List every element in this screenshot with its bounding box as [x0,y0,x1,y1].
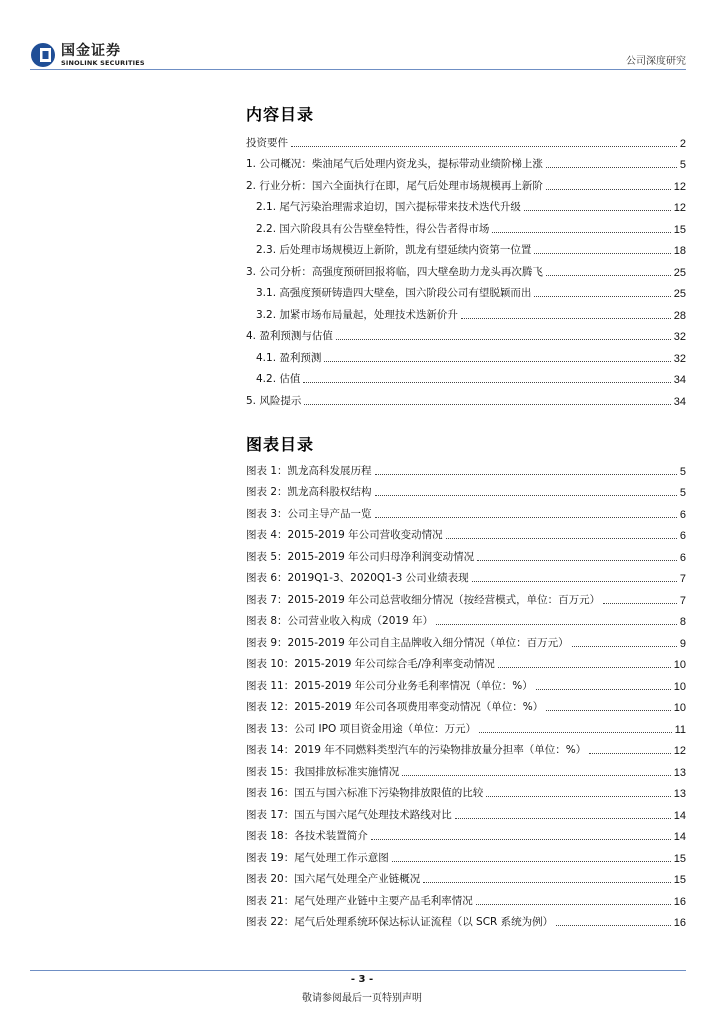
toc-entry-label: 4. 盈利预测与估值 [246,330,333,342]
toc-entry-page: 6 [679,551,686,564]
toc-entry-page: 16 [673,895,686,908]
toc-entry-label: 图表 1：凯龙高科发展历程 [246,464,372,477]
toc-dot-leader [461,318,671,319]
contents-entry[interactable] [246,238,686,260]
toc-entry-label: 图表 7：2015-2019 年公司总营收细分情况（按经营模式，单位：百万元） [246,593,601,606]
toc-entry-page: 5 [679,159,686,171]
figures-entry[interactable] [246,845,686,867]
toc-dot-leader [392,861,671,862]
toc-entry-label: 5. 风险提示 [246,394,302,407]
toc-entry-page: 32 [673,352,686,365]
toc-entry-label: 图表 8：公司营业收入构成（2019 年） [246,615,434,627]
figures-entry[interactable] [246,480,686,502]
toc-dot-leader [556,925,671,926]
contents-entry[interactable] [246,195,686,217]
toc-entry-page: 12 [673,745,686,757]
toc-entry-label: 图表 20：国六尾气处理全产业链概况 [246,873,421,885]
toc-entry-label: 图表 21：尾气处理产业链中主要产品毛利率情况 [246,894,473,907]
figures-entry[interactable] [246,695,686,717]
figures-entry[interactable] [246,824,686,846]
toc-entry-label: 图表 17：国五与国六尾气处理技术路线对比 [246,808,452,821]
figures-list [246,458,686,931]
toc-entry-label: 3.1. 高强度预研铸造四大壁垒，国六阶段公司有望脱颖而出 [256,287,532,299]
logo-chinese-name: 国金证券 [61,42,121,59]
contents-list [246,130,686,410]
contents-entry[interactable] [246,388,686,410]
toc-entry-page: 15 [673,223,686,236]
toc-dot-leader [477,560,677,561]
toc-dot-leader [486,796,671,797]
toc-dot-leader [534,296,670,297]
toc-dot-leader [589,753,671,754]
figures-entry[interactable] [246,458,686,480]
toc-entry-page: 25 [673,288,686,300]
toc-entry-label: 图表 22：尾气后处理系统环保达标认证流程（以 SCR 系统为例） [246,916,554,928]
contents-entry[interactable] [246,216,686,238]
toc-dot-leader [572,646,677,647]
toc-entry-label: 图表 5：2015-2019 年公司归母净利润变动情况 [246,550,475,563]
toc-entry-label: 图表 11：2015-2019 年公司分业务毛利率情况（单位：%） [246,679,533,692]
toc-entry-label: 2.1. 尾气污染治理需求迫切，国六提标带来技术迭代升级 [256,201,521,213]
toc-entry-label: 图表 9：2015-2019 年公司自主品牌收入细分情况（单位：百万元） [246,636,569,649]
disclaimer: 敬请参阅最后一页特别声明 [302,993,422,1004]
toc-dot-leader [402,775,671,776]
toc-entry-page: 14 [673,809,686,822]
figures-entry[interactable] [246,566,686,588]
contents-entry[interactable] [246,130,686,152]
toc-entry-label: 4.2. 估值 [256,373,301,385]
toc-dot-leader [324,361,670,362]
toc-dot-leader [303,382,670,383]
toc-dot-leader [455,818,671,819]
toc-entry-page: 7 [679,573,686,585]
toc-entry-page: 28 [673,309,686,322]
contents-entry[interactable] [246,302,686,324]
figures-entry[interactable] [246,910,686,932]
toc-dot-leader [498,667,671,668]
figures-entry[interactable] [246,867,686,889]
contents-entry[interactable] [246,173,686,195]
toc-dot-leader [524,210,671,211]
footer-divider [30,970,686,971]
toc-entry-page: 7 [679,594,686,607]
toc-entry-label: 3.2. 加紧市场布局量起，处理技术迭新价升 [256,308,458,321]
toc-dot-leader [603,603,677,604]
toc-entry-label: 图表 12：2015-2019 年公司各项费用率变动情况（单位：%） [246,701,544,713]
contents-entry[interactable] [246,324,686,346]
contents-entry[interactable] [246,259,686,281]
toc-entry-label: 1. 公司概况：柴油尾气后处理内资龙头，提标带动业绩阶梯上涨 [246,158,543,170]
toc-entry-page: 2 [679,137,686,150]
toc-entry-page: 9 [679,637,686,650]
toc-dot-leader [291,146,677,147]
toc-entry-page: 12 [673,180,686,193]
toc-entry-label: 2.2. 国六阶段具有公告壁垒特性，得公告者得市场 [256,222,490,235]
figures-title: 图表目录 [246,435,315,454]
toc-entry-label: 图表 3：公司主导产品一览 [246,507,372,520]
toc-entry-label: 图表 6：2019Q1-3、2020Q1-3 公司业绩表现 [246,572,469,584]
toc-entry-page: 12 [673,202,686,214]
toc-dot-leader [436,624,677,625]
logo-english-name: SINOLINK SECURITIES [61,58,145,67]
figures-entry[interactable] [246,759,686,781]
toc-entry-page: 34 [673,395,686,408]
toc-dot-leader [446,538,677,539]
figures-entry[interactable] [246,716,686,738]
toc-dot-leader [534,253,670,254]
toc-entry-page: 10 [673,702,686,714]
toc-entry-label: 2. 行业分析：国六全面执行在即，尾气后处理市场规模再上新阶 [246,179,543,192]
toc-dot-leader [546,167,677,168]
toc-entry-label: 3. 公司分析：高强度预研回报将临，四大壁垒助力龙头再次腾飞 [246,265,543,278]
toc-entry-page: 15 [673,874,686,886]
toc-entry-label: 图表 10：2015-2019 年公司综合毛/净利率变动情况 [246,658,495,670]
figures-entry[interactable] [246,888,686,910]
figures-entry[interactable] [246,609,686,631]
figures-entry[interactable] [246,781,686,803]
toc-entry-page: 5 [679,487,686,499]
toc-entry-label: 图表 19：尾气处理工作示意图 [246,851,389,864]
report-type: 公司深度研究 [626,56,686,67]
contents-entry[interactable] [246,281,686,303]
toc-entry-label: 2.3. 后处理市场规模迈上新阶，凯龙有望延续内资第一位置 [256,244,532,256]
toc-entry-page: 8 [679,616,686,628]
figures-entry[interactable] [246,673,686,695]
toc-entry-label: 投资要件 [246,136,288,149]
toc-entry-page: 6 [679,530,686,542]
toc-entry-page: 10 [673,659,686,671]
header-divider [30,69,686,70]
toc-dot-leader [479,732,672,733]
figures-entry[interactable] [246,630,686,652]
toc-entry-page: 16 [673,917,686,929]
figures-entry[interactable] [246,652,686,674]
figures-entry[interactable] [246,544,686,566]
toc-entry-page: 13 [673,788,686,800]
toc-dot-leader [375,474,677,475]
toc-entry-label: 图表 18：各技术装置简介 [246,830,368,842]
toc-dot-leader [375,495,677,496]
figures-entry[interactable] [246,587,686,609]
toc-dot-leader [492,232,670,233]
contents-entry[interactable] [246,152,686,174]
toc-entry-label: 图表 16：国五与国六标准下污染物排放限值的比较 [246,787,484,799]
toc-entry-label: 图表 2：凯龙高科股权结构 [246,486,372,498]
toc-entry-label: 图表 4：2015-2019 年公司营收变动情况 [246,529,443,541]
toc-dot-leader [546,189,671,190]
toc-entry-page: 13 [673,766,686,779]
contents-entry[interactable] [246,367,686,389]
sinolink-logo-icon [30,42,56,68]
toc-dot-leader [546,275,671,276]
toc-dot-leader [304,404,670,405]
toc-entry-label: 图表 14：2019 年不同燃料类型汽车的污染物排放量分担率（单位：%） [246,744,587,756]
toc-dot-leader [336,339,671,340]
toc-entry-page: 14 [673,831,686,843]
toc-entry-label: 图表 13：公司 IPO 项目资金用途（单位：万元） [246,722,477,735]
toc-entry-page: 32 [673,331,686,343]
toc-dot-leader [375,517,677,518]
toc-entry-page: 34 [673,374,686,386]
contents-title: 内容目录 [246,105,315,124]
toc-dot-leader [472,581,677,582]
toc-dot-leader [476,904,671,905]
page-number: - 3 - [350,974,374,985]
toc-dot-leader [371,839,671,840]
toc-entry-label: 图表 15：我国排放标准实施情况 [246,765,400,778]
toc-entry-page: 15 [673,852,686,865]
toc-entry-page: 6 [679,508,686,521]
contents-entry[interactable] [246,345,686,367]
toc-dot-leader [423,882,671,883]
toc-entry-page: 11 [674,723,686,736]
toc-entry-page: 10 [673,680,686,693]
toc-entry-page: 5 [679,465,686,478]
figures-entry[interactable] [246,523,686,545]
figures-entry[interactable] [246,802,686,824]
figures-entry[interactable] [246,738,686,760]
toc-dot-leader [546,710,671,711]
toc-entry-label: 4.1. 盈利预测 [256,351,322,364]
toc-entry-page: 25 [673,266,686,279]
toc-entry-page: 18 [673,245,686,257]
toc-dot-leader [536,689,671,690]
company-logo [30,40,145,70]
figures-entry[interactable] [246,501,686,523]
